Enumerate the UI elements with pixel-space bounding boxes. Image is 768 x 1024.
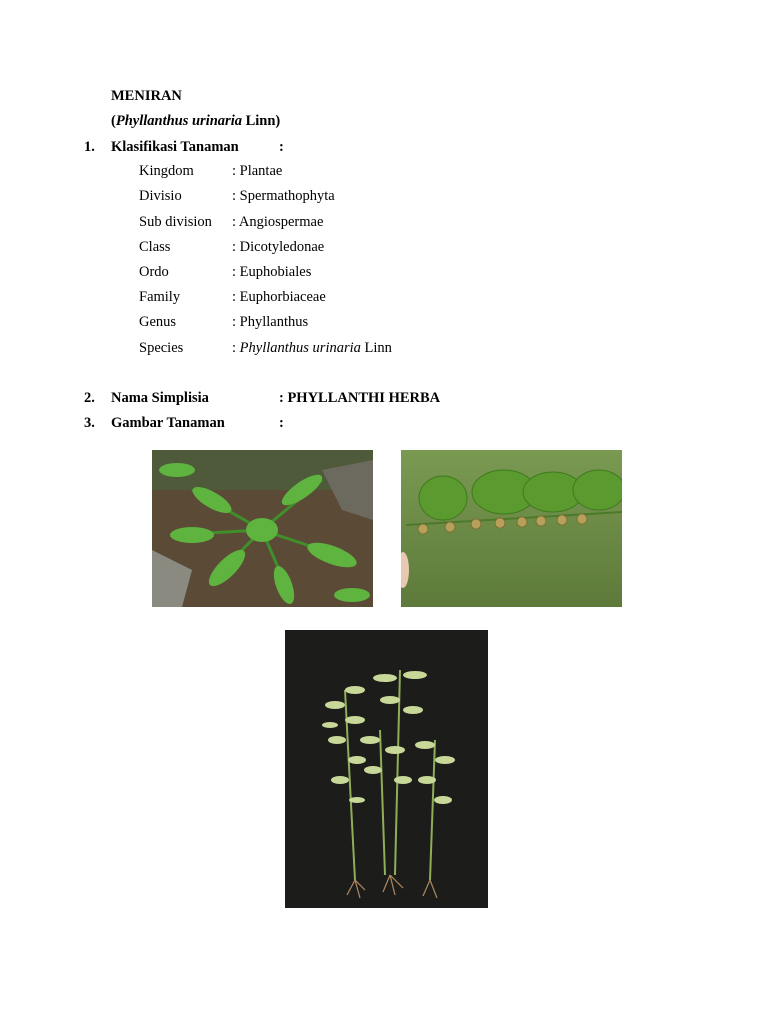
section-2-number: 2. [84, 390, 95, 406]
section-1-number: 1. [84, 139, 95, 155]
classification-key: Sub division [139, 214, 212, 230]
scientific-name [111, 112, 280, 130]
classification-key: Genus [139, 314, 177, 330]
scientific-name-rest: Linn) [241, 113, 281, 129]
scientific-name-italic: Phyllanthus urinaria [115, 113, 242, 129]
document-title: MENIRAN [111, 88, 182, 104]
scientific-name-open: ( [111, 113, 116, 129]
classification-value: : Spermathophyta [232, 188, 335, 204]
classification-value: : Euphobiales [232, 264, 312, 280]
classification-value: : Angiospermae [232, 214, 324, 230]
classification-key: Class [139, 239, 171, 255]
classification-key: Kingdom [139, 163, 194, 179]
species-italic: Phyllanthus urinaria [239, 340, 361, 356]
classification-value: : Euphorbiaceae [232, 289, 326, 305]
classification-value [232, 339, 392, 357]
section-3-label: Gambar Tanaman [111, 415, 225, 431]
classification-key: Ordo [139, 264, 169, 280]
species-prefix: : [232, 340, 240, 356]
classification-key: Divisio [139, 188, 182, 204]
section-2-label: Nama Simplisia [111, 390, 209, 406]
classification-key: Family [139, 289, 181, 305]
classification-value: : Dicotyledonae [232, 239, 325, 255]
section-2-value: : PHYLLANTHI HERBA [279, 390, 441, 406]
uprooted-plants-photo [285, 630, 488, 908]
section-3-number: 3. [84, 415, 95, 431]
section-1-label: Klasifikasi Tanaman [111, 139, 239, 155]
plant-on-ground-photo [152, 450, 373, 607]
species-suffix: Linn [360, 340, 392, 356]
classification-key: Species [139, 340, 184, 356]
classification-value: : Phyllanthus [232, 314, 309, 330]
leaf-with-fruits-photo [401, 450, 622, 607]
section-1-colon: : [279, 139, 284, 155]
section-3-colon: : [279, 415, 284, 431]
classification-value: : Plantae [232, 163, 283, 179]
